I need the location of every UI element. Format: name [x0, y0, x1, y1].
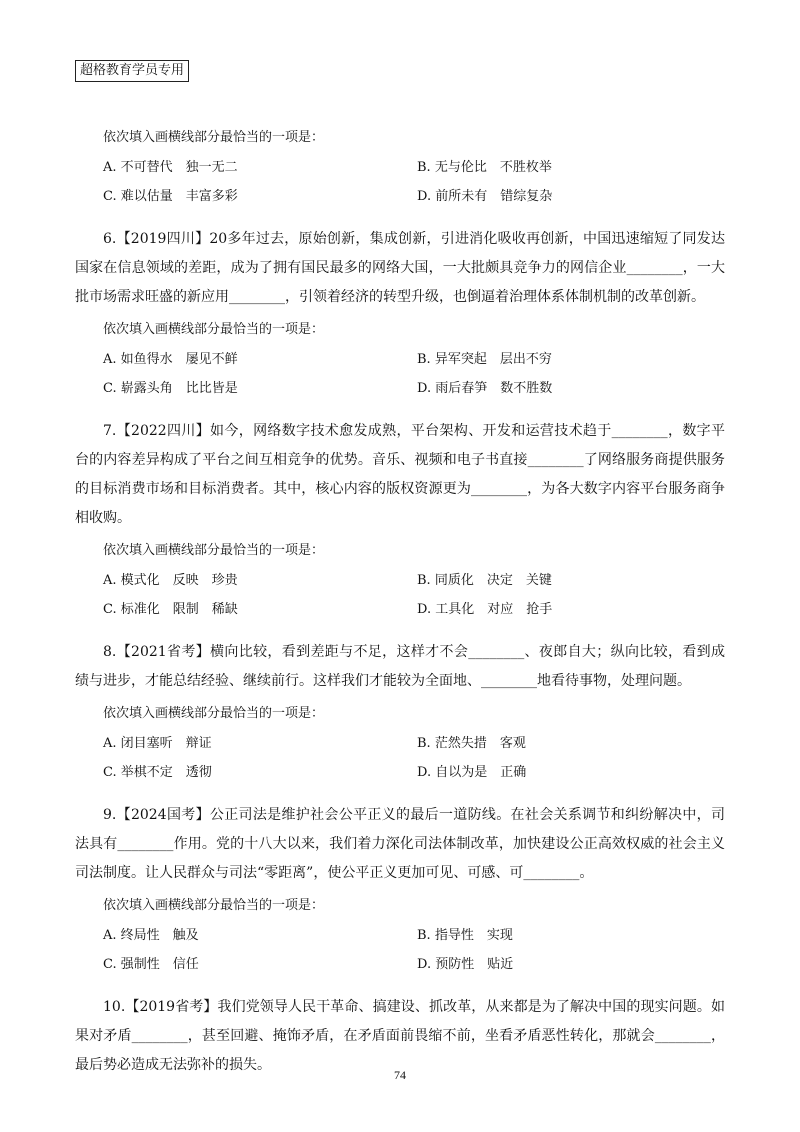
option-a: A. 如鱼得水 屡见不鲜 [103, 352, 238, 367]
option-c: C. 崭露头角 比比皆是 [103, 381, 238, 396]
option-c: C. 举棋不定 透彻 [103, 765, 212, 780]
page-number: 74 [394, 1068, 406, 1082]
question-9 [75, 801, 725, 984]
question-10 [75, 993, 725, 1080]
question-text: 9.【2024国考】公正司法是维护社会公平正义的最后一道防线。在社会关系调节和纠纷解决中，司法具有________作用。党的十八大以来，我们着力深化司法体制改革，加快建设公正高效权威的社会主义司法制度。让人民群众与司法“零距离”，使公平正义更加可见、可感、可________。 [75, 807, 725, 881]
question-text: 6.【2019四川】20多年过去，原始创新，集成创新，引进消化吸收再创新，中国迅速缩短了同发达国家在信息领域的差距，成为了拥有国民最多的网络大国，一大批颇具竞争力的网信企业________，一大批市场需求旺盛的新应用________，引领着经济的转型升级，也倒逼着治理体系体制机制的改革创新。 [75, 231, 725, 305]
options-grid [75, 926, 725, 984]
option-b: B. 指导性 实现 [417, 928, 513, 943]
option-c: C. 标准化 限制 稀缺 [103, 602, 238, 617]
question-5-tail [75, 128, 725, 216]
page-content [75, 128, 725, 1089]
option-b: B. 异军突起 层出不穷 [417, 352, 552, 367]
instruction: 依次填入画横线部分最恰当的一项是： [103, 322, 325, 337]
option-d: D. 工具化 对应 抢手 [417, 602, 553, 617]
option-b: B. 同质化 决定 关键 [417, 573, 552, 588]
option-c: C. 强制性 信任 [103, 957, 199, 972]
question-6 [75, 225, 725, 408]
instruction: 依次填入画横线部分最恰当的一项是： [103, 706, 325, 721]
question-text: 10.【2019省考】我们党领导人民干革命、搞建设、抓改革，从来都是为了解决中国的现实问题。如果对矛盾________，甚至回避、掩饰矛盾，在矛盾面前畏缩不前，坐看矛盾恶性转化，那就会________，最后势必造成无法弥补的损失。 [75, 999, 725, 1073]
options-grid [75, 571, 725, 629]
option-d: D. 雨后春笋 数不胜数 [417, 381, 553, 396]
option-d: D. 自以为是 正确 [417, 765, 527, 780]
option-a: A. 模式化 反映 珍贵 [103, 573, 238, 588]
question-text: 8.【2021省考】横向比较，看到差距与不足，这样才不会________、夜郎自大；纵向比较，看到成绩与进步，才能总结经验、继续前行。这样我们才能较为全面地、________地看待事物，处理问题。 [75, 644, 725, 689]
header-tag: 超格教育学员专用 [75, 60, 189, 82]
option-a: A. 终局性 触及 [103, 928, 199, 943]
option-a: A. 闭目塞听 辩证 [103, 736, 212, 751]
options-grid [75, 734, 725, 792]
option-c: C. 难以估量 丰富多彩 [103, 189, 238, 204]
options-grid [75, 350, 725, 408]
instruction: 依次填入画横线部分最恰当的一项是： [103, 898, 325, 913]
question-text: 7.【2022四川】如今，网络数字技术愈发成熟，平台架构、开发和运营技术趋于________，数字平台的内容差异构成了平台之间互相竞争的优势。音乐、视频和电子书直接________了网络服务商提供服务的目标消费市场和目标消费者。其中，核心内容的版权资源更为________，为各大数字内容平台服务商争相收购。 [75, 423, 725, 526]
question-8 [75, 638, 725, 792]
option-d: D. 前所未有 错综复杂 [417, 189, 553, 204]
instruction: 依次填入画横线部分最恰当的一项是： [103, 543, 325, 558]
question-7 [75, 417, 725, 629]
option-b: B. 无与伦比 不胜枚举 [417, 160, 552, 175]
option-b: B. 茫然失措 客观 [417, 736, 526, 751]
options-grid [75, 158, 725, 216]
option-a: A. 不可替代 独一无二 [103, 160, 238, 175]
instruction: 依次填入画横线部分最恰当的一项是： [103, 130, 325, 145]
option-d: D. 预防性 贴近 [417, 957, 514, 972]
